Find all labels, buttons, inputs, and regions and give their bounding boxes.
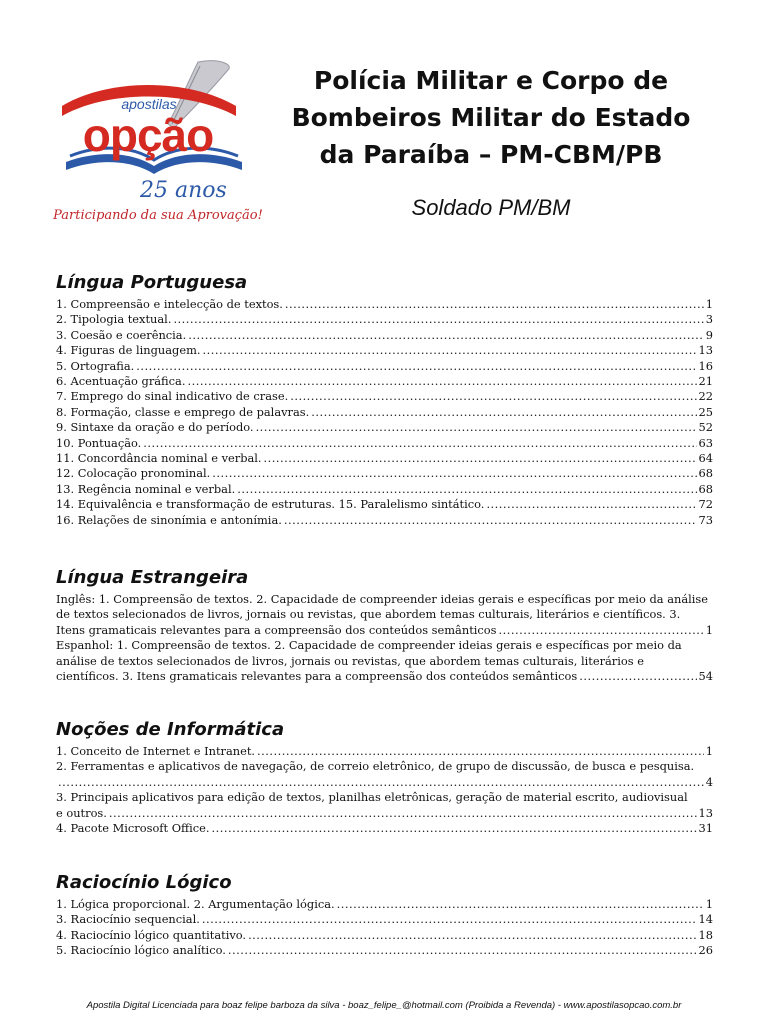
toc-label: 8. Formação, classe e emprego de palavras. — [56, 404, 310, 419]
toc-label: 4. Pacote Microsoft Office. — [56, 821, 210, 836]
section-title: Noções de Informática — [56, 719, 285, 740]
logo-brand-small: apostilas — [121, 96, 177, 112]
toc-page: 14 — [698, 912, 713, 927]
toc-page: 21 — [698, 374, 713, 389]
toc-label: 1. Compreensão e intelecção de textos. — [56, 297, 283, 311]
toc-page: 26 — [698, 943, 713, 958]
toc-page: 1 — [705, 622, 713, 637]
logo-tagline: Participando da sua Aprovação! — [53, 208, 263, 223]
toc-leader — [143, 436, 696, 451]
toc-leader — [188, 328, 704, 343]
toc-leader — [202, 912, 697, 927]
toc-label: 7. Emprego do sinal indicativo de crase. — [56, 389, 289, 404]
toc-page: 16 — [698, 358, 713, 373]
toc-leader — [486, 497, 696, 512]
toc-label: 3. Raciocínio sequencial. — [56, 912, 200, 927]
toc-item-ingles[interactable] — [56, 592, 713, 638]
toc-page: 1 — [705, 897, 713, 911]
section-title: Língua Estrangeira — [56, 567, 249, 588]
toc-page: 3 — [705, 312, 713, 327]
toc-page: 1 — [705, 744, 713, 758]
toc-page: 64 — [698, 451, 713, 466]
toc-label: 5. Raciocínio lógico analítico. — [56, 943, 226, 958]
section-raciocinio-logico — [56, 871, 713, 959]
toc-text-line: análise de textos selecionados de livros, jornais ou revistas, que abordem temas culturais, literários e — [56, 653, 644, 668]
toc-page: 68 — [698, 466, 713, 481]
toc-list — [56, 821, 713, 836]
toc-item[interactable] — [56, 928, 713, 943]
toc-label: 6. Acentuação gráfica. — [56, 374, 186, 389]
section-nocoes-informatica — [56, 718, 713, 836]
toc-leader — [290, 389, 696, 404]
toc-label: e outros. — [56, 805, 107, 820]
toc-list — [56, 297, 713, 528]
title-line: da Paraíba – PM-CBM/PB — [319, 140, 663, 169]
toc-item[interactable] — [56, 744, 713, 759]
toc-leader — [284, 513, 697, 528]
toc-leader — [285, 297, 704, 312]
toc-leader — [248, 928, 696, 943]
toc-text-line: 2. Ferramentas e aplicativos de navegação, de correio eletrônico, de grupo de discussão, de busca e pesquisa. — [56, 759, 695, 774]
toc-label: 12. Colocação pronominal. — [56, 466, 211, 481]
toc-page: 25 — [698, 404, 713, 419]
toc-label: 4. Figuras de linguagem. — [56, 343, 201, 358]
toc-leader — [212, 466, 696, 481]
toc-label: 16. Relações de sinonímia e antonímia. — [56, 512, 282, 527]
document-title — [266, 62, 716, 173]
toc-page: 68 — [698, 481, 713, 496]
toc-text-line: 3. Principais aplicativos para edição de textos, planilhas eletrônicas, geração de material escrito, audiovisual — [56, 790, 688, 805]
toc-leader — [579, 669, 696, 684]
toc-label: 9. Sintaxe da oração e do período. — [56, 420, 254, 435]
toc-label: científicos. 3. Itens gramaticais relevantes para a compreensão dos conteúdos semânticos — [56, 669, 578, 684]
toc-leader — [109, 806, 697, 821]
toc-page: 13 — [698, 343, 713, 358]
toc-text-line: de textos selecionados de livros, jornais ou revistas, que abordem temas culturais, literários e científicos. 3. — [56, 607, 681, 622]
toc-item[interactable] — [56, 497, 713, 512]
toc-item[interactable] — [56, 343, 713, 358]
toc-leader — [203, 343, 697, 358]
toc-text-line: Espanhol: 1. Compreensão de textos. 2. Capacidade de compreender ideias gerais e específicas por meio da — [56, 638, 682, 653]
toc-item[interactable] — [56, 436, 713, 451]
toc-label: 11. Concordância nominal e verbal. — [56, 451, 262, 466]
toc-leader — [187, 374, 696, 389]
page-footer: Apostila Digital Licenciada para boaz felipe barboza da silva - boaz_felipe_@hotmail.com (Proibida a Revenda) - www.apostilasopcao.com.br — [86, 1000, 682, 1011]
toc-leader — [58, 775, 704, 790]
toc-item[interactable] — [56, 482, 713, 497]
toc-label: 5. Ortografia. — [56, 358, 135, 373]
title-line: Bombeiros Militar do Estado — [291, 103, 691, 132]
logo-brand-name: opção — [82, 109, 214, 161]
toc-leader — [311, 405, 696, 420]
publisher-logo — [48, 58, 262, 238]
toc-leader — [212, 821, 697, 836]
toc-leader — [337, 897, 704, 912]
toc-item[interactable] — [56, 405, 713, 420]
section-lingua-portuguesa — [56, 271, 713, 528]
toc-item-espanhol[interactable] — [56, 638, 713, 684]
toc-leader — [228, 943, 697, 958]
toc-label: 2. Tipologia textual. — [56, 312, 172, 327]
toc-page: 13 — [698, 805, 713, 820]
toc-leader — [499, 623, 704, 638]
toc-item[interactable] — [56, 374, 713, 389]
toc-label: 4. Raciocínio lógico quantitativo. — [56, 927, 247, 942]
toc-page: 52 — [698, 420, 713, 435]
toc-item[interactable] — [56, 466, 713, 481]
toc-label: 1. Conceito de Internet e Intranet. — [56, 744, 256, 758]
toc-item[interactable] — [56, 359, 713, 374]
toc-leader — [136, 359, 696, 374]
toc-item[interactable] — [56, 897, 713, 912]
section-title: Raciocínio Lógico — [56, 872, 232, 893]
toc-leader — [237, 482, 696, 497]
toc-page: 72 — [698, 497, 713, 512]
section-title: Língua Portuguesa — [56, 272, 248, 293]
toc-page: 31 — [698, 821, 713, 836]
toc-item[interactable] — [56, 513, 713, 528]
toc-label: 14. Equivalência e transformação de estruturas. 15. Paralelismo sintático. — [56, 497, 485, 512]
toc-page: 63 — [698, 435, 713, 450]
toc-page: 73 — [698, 512, 713, 527]
toc-item[interactable] — [56, 790, 713, 821]
toc-item[interactable] — [56, 420, 713, 435]
toc-page: 22 — [698, 389, 713, 404]
toc-item[interactable] — [56, 328, 713, 343]
toc-label: 13. Regência nominal e verbal. — [56, 481, 236, 496]
toc-item[interactable] — [56, 451, 713, 466]
toc-page: 1 — [705, 297, 713, 311]
toc-item[interactable] — [56, 943, 713, 958]
toc-item[interactable] — [56, 759, 713, 790]
document-subtitle: Soldado PM/BM — [411, 195, 571, 220]
toc-item[interactable] — [56, 912, 713, 927]
toc-item[interactable] — [56, 297, 713, 312]
title-line: Polícia Militar e Corpo de — [313, 66, 669, 95]
toc-page: 9 — [705, 327, 713, 342]
toc-label: 10. Pontuação. — [56, 435, 142, 450]
logo-years: 25 anos — [140, 178, 227, 203]
toc-page: 54 — [698, 669, 713, 684]
toc-page: 4 — [705, 774, 713, 789]
toc-label: 3. Coesão e coerência. — [56, 327, 187, 342]
toc-item[interactable] — [56, 312, 713, 327]
toc-leader — [173, 312, 703, 327]
toc-label: Itens gramaticais relevantes para a compreensão dos conteúdos semânticos — [56, 622, 497, 637]
toc-leader — [264, 451, 697, 466]
toc-item[interactable] — [56, 389, 713, 404]
toc-leader — [256, 420, 697, 435]
toc-text-line: Inglês: 1. Compreensão de textos. 2. Capacidade de compreender ideias gerais e específicas por meio da análise — [56, 592, 709, 606]
toc-list — [56, 897, 713, 959]
toc-label: 1. Lógica proporcional. 2. Argumentação lógica. — [56, 897, 335, 911]
section-lingua-estrangeira — [56, 566, 713, 684]
toc-page: 18 — [698, 927, 713, 942]
toc-item[interactable] — [56, 821, 713, 836]
toc-list — [56, 744, 713, 759]
toc-leader — [257, 744, 704, 759]
